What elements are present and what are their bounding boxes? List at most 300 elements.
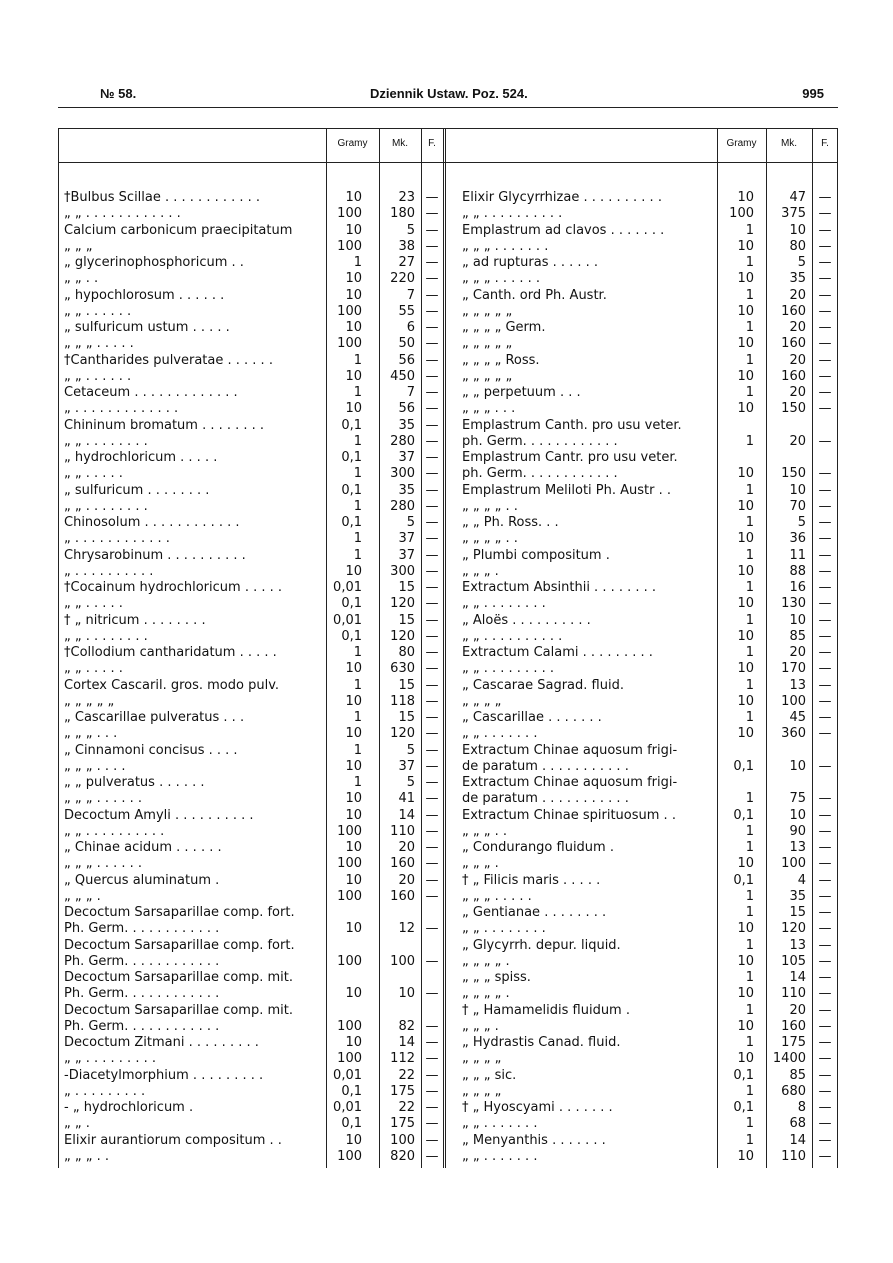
- item-price-f: —: [425, 986, 439, 1002]
- item-price-f: —: [818, 1051, 832, 1067]
- item-gramy: 10: [345, 791, 362, 807]
- item-name: „ „ . . . . . . . .: [462, 596, 546, 612]
- item-price-f: —: [818, 921, 832, 937]
- item-name: „ „ „ . . . .: [64, 758, 126, 774]
- item-price-f: —: [425, 953, 439, 969]
- table-row: [0, 954, 446, 970]
- table-row: [0, 531, 446, 547]
- item-price-f: —: [818, 596, 832, 612]
- item-name: „ „ . . . . . . . .: [64, 628, 148, 644]
- item-price-f: —: [425, 710, 439, 725]
- item-price-f: —: [425, 612, 439, 628]
- item-name: † „ Hyoscyami . . . . . . .: [462, 1100, 613, 1115]
- item-name: „ „ „ .: [462, 1018, 499, 1034]
- item-price-mk: 110: [781, 1148, 806, 1164]
- item-price-f: —: [425, 1035, 439, 1050]
- item-gramy: 1: [745, 612, 754, 628]
- item-price-f: —: [425, 450, 439, 465]
- table-row: [0, 548, 446, 564]
- item-gramy: 1: [353, 498, 362, 514]
- item-name: „ Hydrastis Canad. fluid.: [462, 1035, 621, 1050]
- table-row: [446, 320, 893, 336]
- item-name: Emplastrum Meliloti Ph. Austr . .: [462, 482, 672, 498]
- item-name: Extractum Chinae aquosum frigi-: [462, 775, 678, 790]
- table-row: [446, 856, 893, 872]
- item-gramy: 1: [353, 385, 362, 400]
- item-price-mk: 10: [789, 758, 806, 774]
- item-gramy: 10: [345, 1035, 362, 1050]
- table-row: [446, 775, 893, 791]
- table-row: [0, 921, 446, 937]
- item-price-f: —: [425, 872, 439, 888]
- item-name: †Cantharides pulveratae . . . . . .: [64, 352, 273, 368]
- item-gramy: 10: [737, 596, 754, 612]
- item-gramy: 100: [337, 303, 362, 319]
- item-price-f: —: [425, 628, 439, 644]
- item-name: Extractum Absinthii . . . . . . . .: [462, 580, 657, 595]
- item-price-mk: 300: [390, 563, 415, 579]
- item-gramy: 1: [745, 1116, 754, 1132]
- table-row: [446, 645, 893, 661]
- table-row: [446, 239, 893, 255]
- item-price-mk: 10: [789, 612, 806, 628]
- item-gramy: 10: [737, 1018, 754, 1034]
- table-row: [446, 1019, 893, 1035]
- table-row: [0, 694, 446, 710]
- item-name: Extractum Calami . . . . . . . . .: [462, 645, 653, 660]
- table-row: [0, 1003, 446, 1019]
- item-price-f: —: [425, 726, 439, 742]
- table-row: [0, 840, 446, 856]
- table-row: [0, 239, 446, 255]
- item-name: „ „ . . . . .: [64, 661, 123, 677]
- item-name: „ „ . . . . . . . .: [462, 921, 546, 937]
- item-price-f: —: [818, 238, 832, 254]
- item-gramy: 100: [337, 1148, 362, 1164]
- table-row: [446, 418, 893, 434]
- item-price-f: —: [818, 1067, 832, 1083]
- table-row: [0, 483, 446, 499]
- header-row-rule: [58, 162, 838, 163]
- item-price-mk: 105: [781, 953, 806, 969]
- item-price-mk: 20: [789, 352, 806, 368]
- item-name: „ „ . . . . . . . .: [64, 498, 148, 514]
- item-gramy: 1: [745, 547, 754, 563]
- item-name: „ „ „ . . . . .: [64, 336, 134, 352]
- item-name: „ „ . . . . .: [64, 596, 123, 612]
- item-price-f: —: [425, 368, 439, 384]
- item-price-mk: 15: [398, 677, 415, 693]
- table-row: [0, 661, 446, 677]
- table-row: [446, 483, 893, 499]
- item-price-f: —: [818, 986, 832, 1002]
- table-row: [0, 759, 446, 775]
- item-name: Emplastrum ad clavos . . . . . . .: [462, 222, 665, 238]
- item-name: „ ad rupturas . . . . . .: [462, 255, 599, 270]
- table-row: [0, 905, 446, 921]
- item-gramy: 1: [353, 547, 362, 563]
- table-row: [446, 271, 893, 287]
- item-price-f: —: [818, 303, 832, 319]
- table-row: [0, 564, 446, 580]
- item-price-f: —: [818, 401, 832, 417]
- item-name: „ Cinnamoni concisus . . . .: [64, 742, 238, 758]
- item-price-f: —: [425, 677, 439, 693]
- item-name: Cetaceum . . . . . . . . . . . . .: [64, 385, 238, 400]
- item-price-f: —: [818, 758, 832, 774]
- item-gramy: 1: [745, 937, 754, 953]
- item-gramy: 1: [745, 970, 754, 985]
- item-name: „ Chinae acidum . . . . . .: [64, 840, 222, 855]
- item-name: „ „ „ . . . . . .: [64, 856, 143, 872]
- table-row: [0, 450, 446, 466]
- item-gramy: 10: [737, 303, 754, 319]
- item-gramy: 10: [737, 466, 754, 482]
- table-row: [0, 320, 446, 336]
- item-price-mk: 375: [781, 206, 806, 222]
- item-price-mk: 160: [781, 303, 806, 319]
- item-gramy: 100: [337, 856, 362, 872]
- item-price-f: —: [818, 677, 832, 693]
- item-gramy: 10: [345, 271, 362, 287]
- item-name: „ „ „ . . . . . .: [462, 271, 541, 287]
- item-price-mk: 13: [789, 840, 806, 855]
- item-gramy: 1: [353, 775, 362, 790]
- item-price-mk: 118: [390, 693, 415, 709]
- item-price-f: —: [818, 368, 832, 384]
- item-gramy: 10: [345, 287, 362, 303]
- item-gramy: 0,1: [733, 872, 754, 888]
- table-row: [446, 450, 893, 466]
- table-row: [0, 206, 446, 222]
- item-price-mk: 10: [789, 482, 806, 498]
- item-price-f: —: [818, 937, 832, 953]
- table-row: [0, 401, 446, 417]
- table-row: [0, 791, 446, 807]
- table-row: [0, 369, 446, 385]
- item-price-mk: 7: [406, 385, 415, 400]
- item-gramy: 10: [737, 628, 754, 644]
- item-gramy: 1: [745, 1132, 754, 1148]
- item-price-f: —: [818, 580, 832, 595]
- item-name: -Diacetylmorphium . . . . . . . . .: [64, 1067, 264, 1083]
- item-price-mk: 160: [781, 368, 806, 384]
- item-name: „ „ „ „ . .: [462, 531, 518, 547]
- item-name: „ sulfuricum . . . . . . . .: [64, 482, 210, 498]
- item-name: „ „ „ „ „: [462, 368, 513, 384]
- item-price-f: —: [818, 710, 832, 725]
- item-name: „ „ „: [64, 238, 93, 254]
- item-gramy: 0,1: [733, 1100, 754, 1115]
- table-row: [0, 1100, 446, 1116]
- item-name: Cortex Cascaril. gros. modo pulv.: [64, 677, 280, 693]
- table-row: [0, 1116, 446, 1132]
- table-row: [446, 710, 893, 726]
- item-name: de paratum . . . . . . . . . . .: [462, 791, 629, 807]
- item-price-mk: 160: [781, 336, 806, 352]
- table-row: [0, 873, 446, 889]
- item-price-f: —: [425, 1051, 439, 1067]
- item-price-mk: 37: [398, 547, 415, 563]
- item-gramy: 10: [345, 986, 362, 1002]
- item-gramy: 10: [737, 531, 754, 547]
- item-price-f: —: [818, 1100, 832, 1115]
- table-row: [0, 418, 446, 434]
- item-price-mk: 100: [390, 953, 415, 969]
- item-gramy: 10: [737, 693, 754, 709]
- table-row: [446, 531, 893, 547]
- item-price-f: —: [425, 433, 439, 449]
- item-price-mk: 5: [797, 515, 806, 530]
- item-name: „ Aloës . . . . . . . . . .: [462, 612, 591, 628]
- header-gramy-right: Gramy: [726, 138, 757, 149]
- item-name: „ Cascarillae pulveratus . . .: [64, 710, 245, 725]
- item-price-f: —: [425, 385, 439, 400]
- table-row: [446, 938, 893, 954]
- item-price-mk: 47: [789, 190, 806, 205]
- item-price-f: —: [425, 856, 439, 872]
- item-gramy: 10: [737, 1148, 754, 1164]
- item-price-f: —: [425, 401, 439, 417]
- item-price-mk: 150: [781, 401, 806, 417]
- item-gramy: 10: [345, 840, 362, 855]
- table-row: [0, 1133, 446, 1149]
- item-gramy: 10: [737, 336, 754, 352]
- item-gramy: 0,1: [733, 758, 754, 774]
- table-row: [446, 288, 893, 304]
- item-price-mk: 35: [789, 271, 806, 287]
- item-price-f: —: [425, 303, 439, 319]
- item-name: †Collodium cantharidatum . . . . .: [64, 645, 277, 660]
- item-name: „ Cascarillae . . . . . . .: [462, 710, 602, 725]
- item-name: † „ Filicis maris . . . . .: [462, 872, 601, 888]
- table-row: [446, 905, 893, 921]
- item-price-mk: 55: [398, 303, 415, 319]
- item-price-f: —: [425, 417, 439, 433]
- item-price-mk: 10: [398, 986, 415, 1002]
- header-mk-left: Mk.: [391, 138, 409, 149]
- item-gramy: 0,1: [341, 1116, 362, 1132]
- table-row: [0, 255, 446, 271]
- item-price-mk: 110: [781, 986, 806, 1002]
- table-row: [446, 1068, 893, 1084]
- item-gramy: 10: [737, 563, 754, 579]
- item-price-f: —: [425, 661, 439, 677]
- item-name: „ „ . . . . . .: [64, 368, 132, 384]
- item-price-mk: 100: [781, 693, 806, 709]
- table-row: [446, 1051, 893, 1067]
- item-price-mk: 20: [789, 320, 806, 335]
- item-price-mk: 175: [390, 1116, 415, 1132]
- item-gramy: 10: [737, 271, 754, 287]
- item-price-mk: 175: [781, 1035, 806, 1050]
- item-price-mk: 27: [398, 255, 415, 270]
- item-name: „ Plumbi compositum .: [462, 547, 610, 563]
- table-row: [0, 938, 446, 954]
- item-gramy: 10: [737, 856, 754, 872]
- item-price-f: —: [425, 807, 439, 823]
- item-price-f: —: [425, 693, 439, 709]
- table-row: [446, 190, 893, 206]
- table-row: [446, 1133, 893, 1149]
- table-row: [0, 190, 446, 206]
- item-price-f: —: [425, 336, 439, 352]
- item-price-f: —: [818, 433, 832, 449]
- item-price-f: —: [425, 645, 439, 660]
- item-price-f: —: [818, 336, 832, 352]
- item-gramy: 100: [337, 1051, 362, 1067]
- item-gramy: 1: [353, 352, 362, 368]
- item-price-f: —: [818, 190, 832, 205]
- item-gramy: 1: [745, 823, 754, 839]
- item-gramy: 0,1: [341, 515, 362, 530]
- table-row: [0, 1019, 446, 1035]
- item-price-f: —: [818, 791, 832, 807]
- item-name: Elixir aurantiorum compositum . .: [64, 1132, 282, 1148]
- item-price-mk: 35: [789, 888, 806, 904]
- table-row: [0, 856, 446, 872]
- item-gramy: 100: [337, 336, 362, 352]
- item-gramy: 1: [353, 255, 362, 270]
- table-row: [446, 873, 893, 889]
- item-gramy: 100: [337, 206, 362, 222]
- item-gramy: 1: [745, 580, 754, 595]
- item-price-f: —: [818, 628, 832, 644]
- item-gramy: 1: [353, 645, 362, 660]
- table-row: [446, 385, 893, 401]
- item-name: „ hydrochloricum . . . . .: [64, 450, 218, 465]
- table-row: [446, 401, 893, 417]
- item-name: „ „ . .: [64, 271, 99, 287]
- item-name: „ . . . . . . . . . . . .: [64, 531, 170, 547]
- item-price-f: —: [818, 385, 832, 400]
- item-price-mk: 120: [390, 726, 415, 742]
- item-price-mk: 68: [789, 1116, 806, 1132]
- item-price-mk: 160: [390, 856, 415, 872]
- item-name: Calcium carbonicum praecipitatum: [64, 222, 293, 238]
- table-row: [0, 824, 446, 840]
- item-price-f: —: [425, 840, 439, 855]
- item-name: „ „ . . . . . . .: [462, 1148, 538, 1164]
- item-price-f: —: [425, 498, 439, 514]
- item-name: „ „ „ . . .: [64, 726, 118, 742]
- item-price-f: —: [425, 1148, 439, 1164]
- item-price-f: —: [818, 563, 832, 579]
- item-price-mk: 88: [789, 563, 806, 579]
- item-price-f: —: [818, 612, 832, 628]
- item-name: „ Condurango fluidum .: [462, 840, 614, 855]
- item-gramy: 100: [337, 1018, 362, 1034]
- item-price-f: —: [425, 531, 439, 547]
- item-name: „ „ „ . . .: [462, 401, 516, 417]
- item-gramy: 1: [745, 320, 754, 335]
- item-price-f: —: [425, 1132, 439, 1148]
- item-price-mk: 38: [398, 238, 415, 254]
- item-price-mk: 5: [406, 775, 415, 790]
- item-gramy: 1: [745, 482, 754, 498]
- item-price-mk: 70: [789, 498, 806, 514]
- item-name: „ „ „ sic.: [462, 1067, 517, 1083]
- item-gramy: 10: [345, 661, 362, 677]
- item-gramy: 100: [337, 238, 362, 254]
- item-price-mk: 14: [789, 970, 806, 985]
- item-name: Ph. Germ. . . . . . . . . . . .: [64, 921, 220, 937]
- item-name: † „ Hamamelidis fluidum .: [462, 1002, 630, 1018]
- item-name: „ „ . . . . . .: [64, 303, 132, 319]
- item-name: † „ nitricum . . . . . . . .: [64, 612, 206, 628]
- item-gramy: 1: [745, 352, 754, 368]
- item-name: - „ hydrochloricum .: [64, 1100, 194, 1115]
- item-price-f: —: [425, 320, 439, 335]
- item-name: „ „ „ „ .: [462, 986, 510, 1002]
- item-price-mk: 41: [398, 791, 415, 807]
- item-name: „ „ „ .: [462, 856, 499, 872]
- item-price-mk: 220: [390, 271, 415, 287]
- item-gramy: 1: [353, 531, 362, 547]
- item-price-f: —: [818, 1116, 832, 1132]
- item-price-f: —: [818, 1148, 832, 1164]
- table-row: [446, 970, 893, 986]
- item-price-f: —: [818, 498, 832, 514]
- table-row: [0, 775, 446, 791]
- item-gramy: 0,1: [341, 1083, 362, 1099]
- item-gramy: 10: [737, 401, 754, 417]
- item-gramy: 10: [345, 563, 362, 579]
- item-gramy: 1: [745, 385, 754, 400]
- table-row: [0, 986, 446, 1002]
- item-price-f: —: [425, 206, 439, 222]
- item-price-mk: 15: [398, 580, 415, 595]
- item-price-f: —: [818, 1083, 832, 1099]
- item-name: Decoctum Sarsaparillae comp. mit.: [64, 970, 293, 985]
- item-name: „ „ . . . . . . . . . .: [462, 628, 563, 644]
- item-price-mk: 36: [789, 531, 806, 547]
- table-row: [446, 661, 893, 677]
- item-price-f: —: [818, 1132, 832, 1148]
- table-row: [446, 434, 893, 450]
- table-row: [0, 336, 446, 352]
- item-price-f: —: [818, 693, 832, 709]
- table-row: [0, 743, 446, 759]
- item-gramy: 0,1: [341, 482, 362, 498]
- item-price-mk: 130: [781, 596, 806, 612]
- item-gramy: 0,01: [333, 1067, 362, 1083]
- item-gramy: 100: [729, 206, 754, 222]
- item-gramy: 1: [745, 791, 754, 807]
- item-name: „ „ „ „ Ross.: [462, 352, 540, 368]
- item-price-f: —: [818, 1035, 832, 1050]
- item-price-f: —: [425, 287, 439, 303]
- item-name: „ „ „ .: [64, 888, 101, 904]
- item-price-mk: 4: [797, 872, 806, 888]
- item-name: de paratum . . . . . . . . . . .: [462, 758, 629, 774]
- item-name: „ „ „ . . . . . .: [64, 791, 143, 807]
- item-price-f: —: [425, 742, 439, 758]
- table-row: [0, 499, 446, 515]
- item-price-f: —: [818, 482, 832, 498]
- item-price-f: —: [818, 888, 832, 904]
- item-name: „ „ . . . . . . . .: [64, 433, 148, 449]
- table-row: [0, 1051, 446, 1067]
- item-gramy: 1: [745, 840, 754, 855]
- item-gramy: 0,01: [333, 612, 362, 628]
- item-name: „ „ „ „ . .: [462, 498, 518, 514]
- item-price-mk: 820: [390, 1148, 415, 1164]
- item-price-f: —: [425, 238, 439, 254]
- item-price-f: —: [425, 758, 439, 774]
- item-gramy: 10: [345, 807, 362, 823]
- table-row: [0, 466, 446, 482]
